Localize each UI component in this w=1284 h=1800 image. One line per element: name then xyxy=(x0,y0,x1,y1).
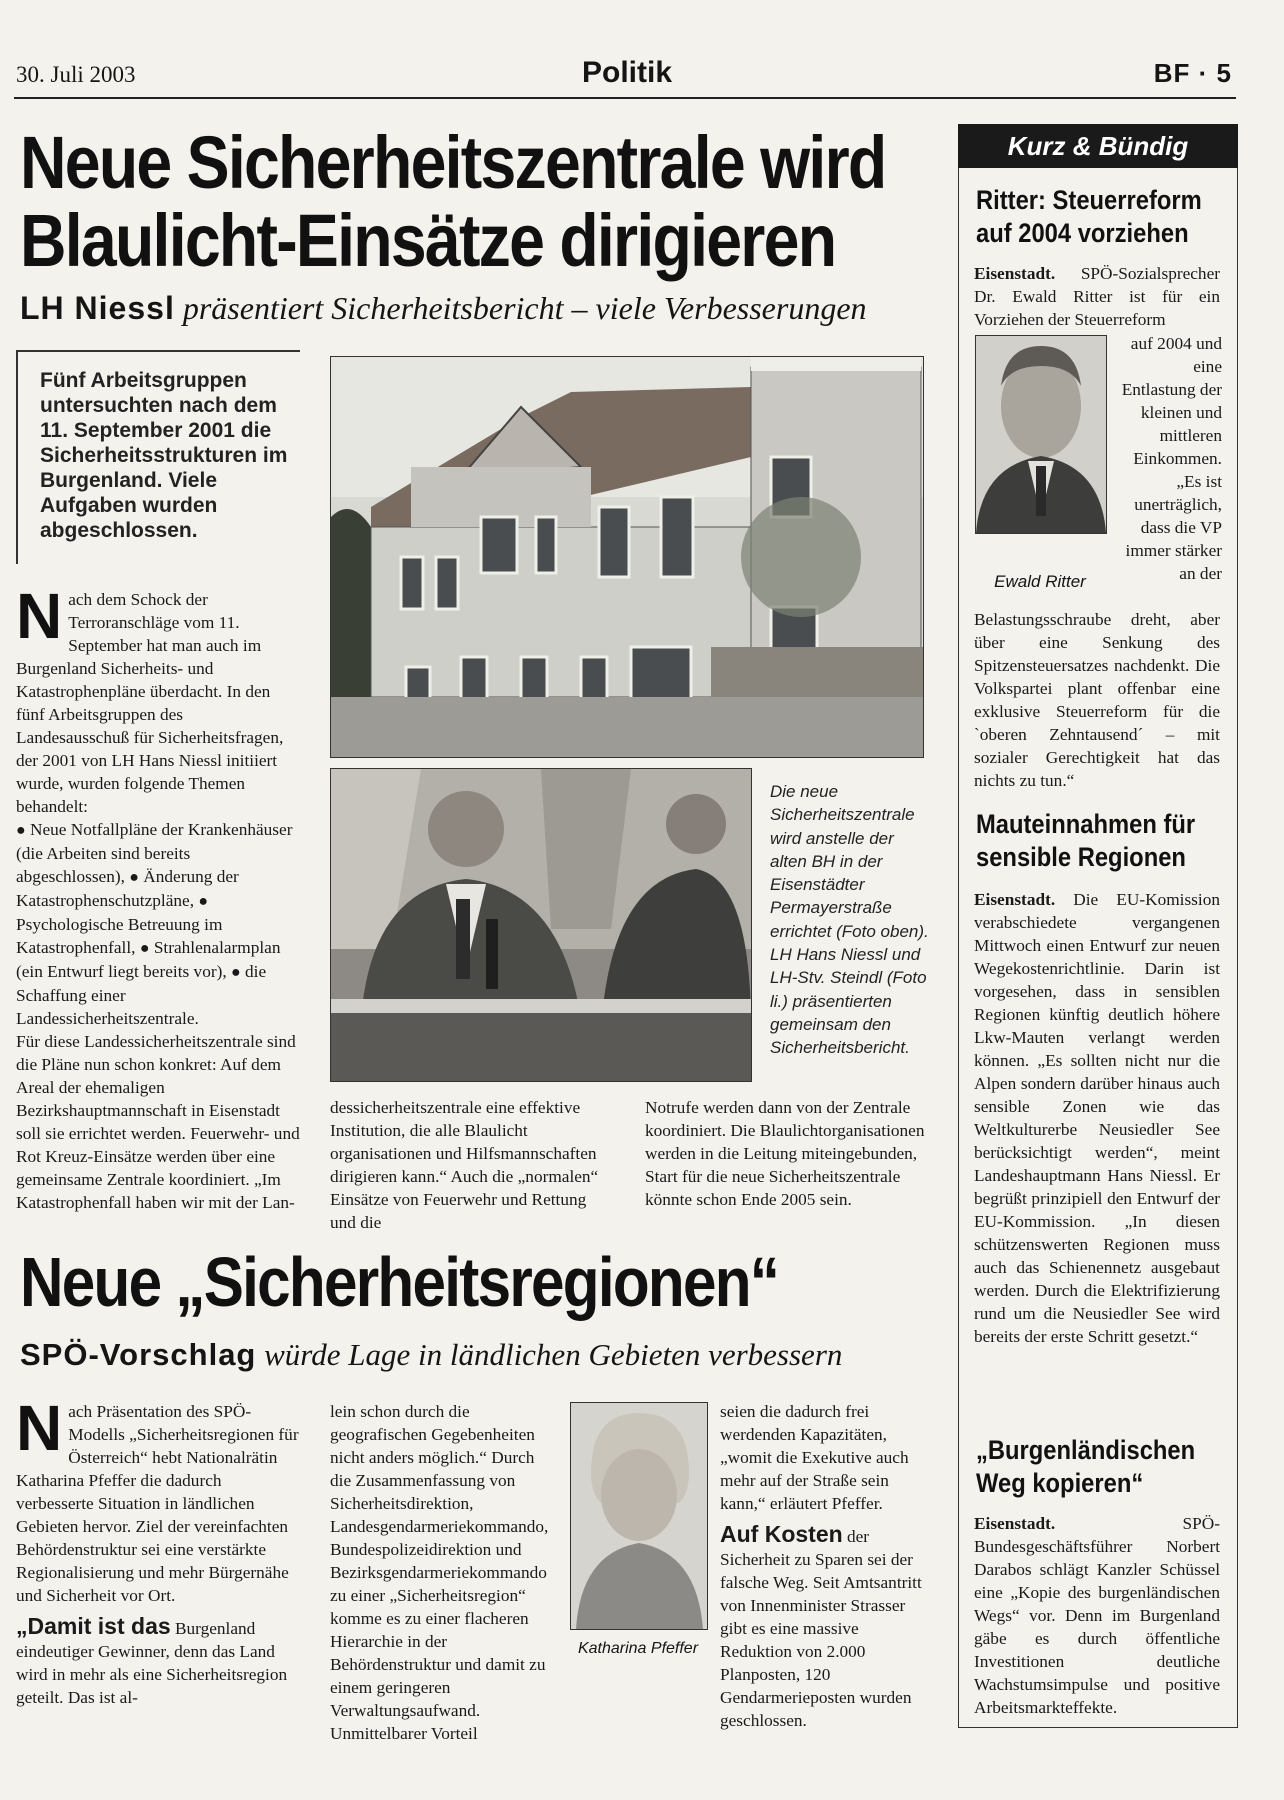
bullet-item: Strahlenalarmplan (ein Entwurf liegt bereits vor), xyxy=(16,938,281,981)
bullet-item: die Schaffung einer Landessicherheitszentrale. xyxy=(16,962,267,1028)
photo-caption: Die neue Sicherheitszentrale wird anstelle der alten BH in der Eisenstädter Permayerstraße errichtet (Foto oben). LH Hans Niessl und LH-Stv. Steindl (Foto li.) präsentierten gemeinsam den Sicherheitsbericht. xyxy=(770,782,929,1058)
sidebar-item-1-headline-line-1: Ritter: Steuerreform xyxy=(976,185,1202,215)
subheadline xyxy=(20,290,867,327)
article1-column-1 xyxy=(16,580,300,1214)
header-rule xyxy=(14,97,1236,99)
dropcap: N xyxy=(16,1392,63,1464)
building-illustration xyxy=(331,357,923,757)
sidebar-item-2-headline-line-1: Mauteinnahmen für xyxy=(976,809,1196,839)
ritter-portrait xyxy=(976,336,1106,533)
article2-column-3-paragraph-2: der Sicherheit zu Sparen sei der falsche Weg. Seit Amtsantritt von Innenminister Strasser gibt es eine massive Reduktion von 2.000 Planposten, 120 Gendarmerieposten wurden geschlossen. xyxy=(720,1527,922,1730)
article2-paragraph-1: ach Präsentation des SPÖ-Modells „Sicherheitsregionen für Österreich“ hebt Nationalrätin Katharina Pfeffer die dadurch verbesserte Situation in ländlichen Gebieten hervor. Ziel der vereinfachten Behördenstruktur sei eine verstärkte Regionalisierung und mehr Bürgernähe und Sicherheit vor Ort. xyxy=(16,1402,299,1605)
bullet-item: Änderung der Katastrophenschutzpläne, xyxy=(16,867,239,910)
bullet-dot-icon: ● xyxy=(231,964,241,981)
article2-column-2: lein schon durch die geografischen Gegebenheiten nicht anders möglich.“ Durch die Zusammenfassung von Sicherheitsdirektion, Landesgendarmeriekommando, Bundespolizeidirektion und Bezirksgendarmeriekommando zu einer „Sicherheitsregion“ komme es zu einer flacheren Hierarchie in der Behördenstruktur und damit zu einem geringeren Verwaltungsaufwand. Unmittelbarer Vorteil xyxy=(330,1402,549,1743)
subheadline-2 xyxy=(20,1337,842,1373)
sidebar-item-2-body: Die EU-Komission verabschiedete vergangenen Mittwoch einen Entwurf zur neuen Wegekostenrichtlinie. Darin ist vorgesehen, dass in sensiblen Regionen künftig deutlich höhere Lkw-Mauten verlangt werden können. „Es sollten nicht nur die Alpen sondern darüber hinaus auch sensible Zonen wie das Weltkulturerbe Neusiedler See berücksichtigt werden“, meint Landeshauptmann Hans Niessl. Er begrüßt prinzipiell den Entwurf der EU-Kommission. „In diesen schützenswerten Regionen muss auch das Schienennetz ausgebaut werden. Durch die Elektrifizierung rund um die Neusiedler See wird bereits der erste Schritt gesetzt.“ xyxy=(974,890,1220,1346)
pfeffer-photo xyxy=(570,1402,708,1630)
sidebar-item-3-body: SPÖ-Bundesgeschäftsführer Norbert Darabos schlägt Kanzler Schüssel eine „Kopie des burgenländischen Wegs“ vor. Denn im Burgenland gäbe es durch öffentliche Investitionen deutliche Wachstumsimpulse und positive Arbeitsmarkteffekte. xyxy=(974,1514,1220,1717)
subheadline-2-text: würde Lage in ländlichen Gebieten verbessern xyxy=(264,1337,843,1372)
sidebar-item-2-headline-line-2: sensible Regionen xyxy=(976,842,1186,872)
subheadline-keyword: LH Niessl xyxy=(20,290,175,326)
bullet-dot-icon: ● xyxy=(129,869,139,886)
subheadline-text: präsentiert Sicherheitsbericht – viele Verbesserungen xyxy=(182,290,867,326)
location-label: Eisenstadt. xyxy=(974,264,1056,283)
sidebar-item-1-headline xyxy=(976,184,1202,250)
bullet-dot-icon: ● xyxy=(16,822,26,839)
subheadline-2-keyword: SPÖ-Vorschlag xyxy=(20,1337,257,1372)
article2-column-3-paragraph-1: seien die dadurch frei werdenden Kapazitäten, „womit die Exekutive auch mehr auf der Straße sein kann,“ erläutert Pfeffer. xyxy=(720,1402,909,1513)
article2-paragraph-2: Burgenland eindeutiger Gewinner, denn das Land wird in mehr als eine Sicherheitsregion geteilt. Das ist al- xyxy=(16,1619,288,1707)
sidebar-item-2-text xyxy=(974,888,1220,1348)
building-photo xyxy=(330,356,924,758)
sidebar-item-3-headline-line-1: „Burgenländischen xyxy=(976,1435,1196,1465)
sidebar-item-3-text xyxy=(974,1512,1220,1719)
sidebar-item-1-wrap: auf 2004 und eine Entlastung der kleinen und mittleren Einkommen. „Es ist unerträglich, dass die VP immer stärker an der xyxy=(1121,334,1222,583)
article1-column-2: dessicherheitszentrale eine effektive Institution, die alle Blaulicht organisationen und Hilfsmannschaften dirigieren kann.“ Auch die „normalen“ Einsätze von Feuerwehr und Rettung und die xyxy=(330,1098,599,1232)
ritter-photo xyxy=(975,335,1107,534)
press-conference-illustration xyxy=(331,769,751,1081)
location-label: Eisenstadt. xyxy=(974,890,1056,909)
headline-line-1: Neue Sicherheitszentrale wird xyxy=(20,121,886,204)
sidebar-item-1-headline-line-2: auf 2004 vorziehen xyxy=(976,218,1189,248)
section-title: Politik xyxy=(582,56,673,89)
page-date: 30. Juli 2003 xyxy=(16,62,136,87)
dropcap: N xyxy=(16,580,63,652)
sidebar-item-1-lead xyxy=(974,262,1220,331)
sidebar-item-3-headline-line-2: Weg kopieren“ xyxy=(976,1468,1144,1498)
location-label: Eisenstadt. xyxy=(974,1514,1056,1533)
bullet-dot-icon: ● xyxy=(198,893,209,910)
bullet-item: Neue Notfallpläne der Krankenhäuser (die Arbeiten sind bereits abgeschlossen), xyxy=(16,820,293,886)
sidebar-item-1-lead-text: SPÖ-Sozialsprecher Dr. Ewald Ritter ist für ein Vorziehen der Steuerreform xyxy=(974,264,1220,329)
bullet-dot-icon: ● xyxy=(139,940,150,957)
sidebar-title: Kurz & Bündig xyxy=(958,124,1238,168)
article2-keyword-2: Auf Kosten xyxy=(720,1521,843,1547)
headline-2: Neue „Sicherheitsregionen“ xyxy=(20,1243,779,1321)
headline-line-2: Blaulicht-Einsätze dirigieren xyxy=(20,199,836,282)
article2-keyword-1: „Damit ist das xyxy=(16,1613,171,1639)
press-conference-photo xyxy=(330,768,752,1082)
article1-column-3: Notrufe werden dann von der Zentrale koordiniert. Die Blaulichtorganisationen werden in die Leitung miteingebunden, Start für die neue Sicherheitszentrale könnte schon Ende 2005 sein. xyxy=(645,1098,925,1209)
brand-page-number: BF · 5 xyxy=(1153,58,1232,88)
bullet-item: Psychologische Betreuung im Katastrophenfall, xyxy=(16,915,223,957)
intro-text: Fünf Arbeitsgruppen untersuchten nach dem 11. September 2001 die Sicherheitsstrukturen im Burgenland. Viele Aufgaben wurden abgeschlossen. xyxy=(40,369,288,542)
sidebar-item-3-headline xyxy=(976,1434,1195,1500)
sidebar-item-2-headline xyxy=(976,808,1195,874)
article1-paragraph-1: ach dem Schock der Terroranschläge vom 11. September hat man auch im Burgenland Sicherheits- und Katastrophenpläne überdacht. In den fünf Arbeitsgruppen des Landesausschuß für Sicherheitsfragen, der 2001 von LH Hans Niessl initiiert wurde, wurden folgende Themen behandelt: xyxy=(16,590,284,816)
article2-column-3 xyxy=(720,1400,928,1732)
article2-column-1 xyxy=(16,1392,300,1709)
pfeffer-portrait xyxy=(571,1403,707,1629)
ritter-photo-caption: Ewald Ritter xyxy=(994,572,1086,591)
sidebar-item-1-rest: Belastungsschraube dreht, aber über eine Senkung des Spitzensteuersatzes nachdenkt. Die Volkspartei plant offenbar eine exklusive Steuerreform für die `oberen Zehntausend´ – mit sozialer Gerechtigkeit hat das nichts zu tun.“ xyxy=(974,610,1220,790)
pfeffer-photo-caption: Katharina Pfeffer xyxy=(577,1640,699,1657)
article1-paragraph-2: Für diese Landessicherheitszentrale sind die Pläne nun schon konkret: Auf dem Areal der ehemaligen Bezirkshauptmannschaft in Eisenstadt soll sie errichtet werden. Feuerwehr- und Rot Kreuz-Einsätze werden über eine gemeinsame Zentrale koordiniert. „Im Katastrophenfall haben wir mit der Lan- xyxy=(16,1032,300,1212)
